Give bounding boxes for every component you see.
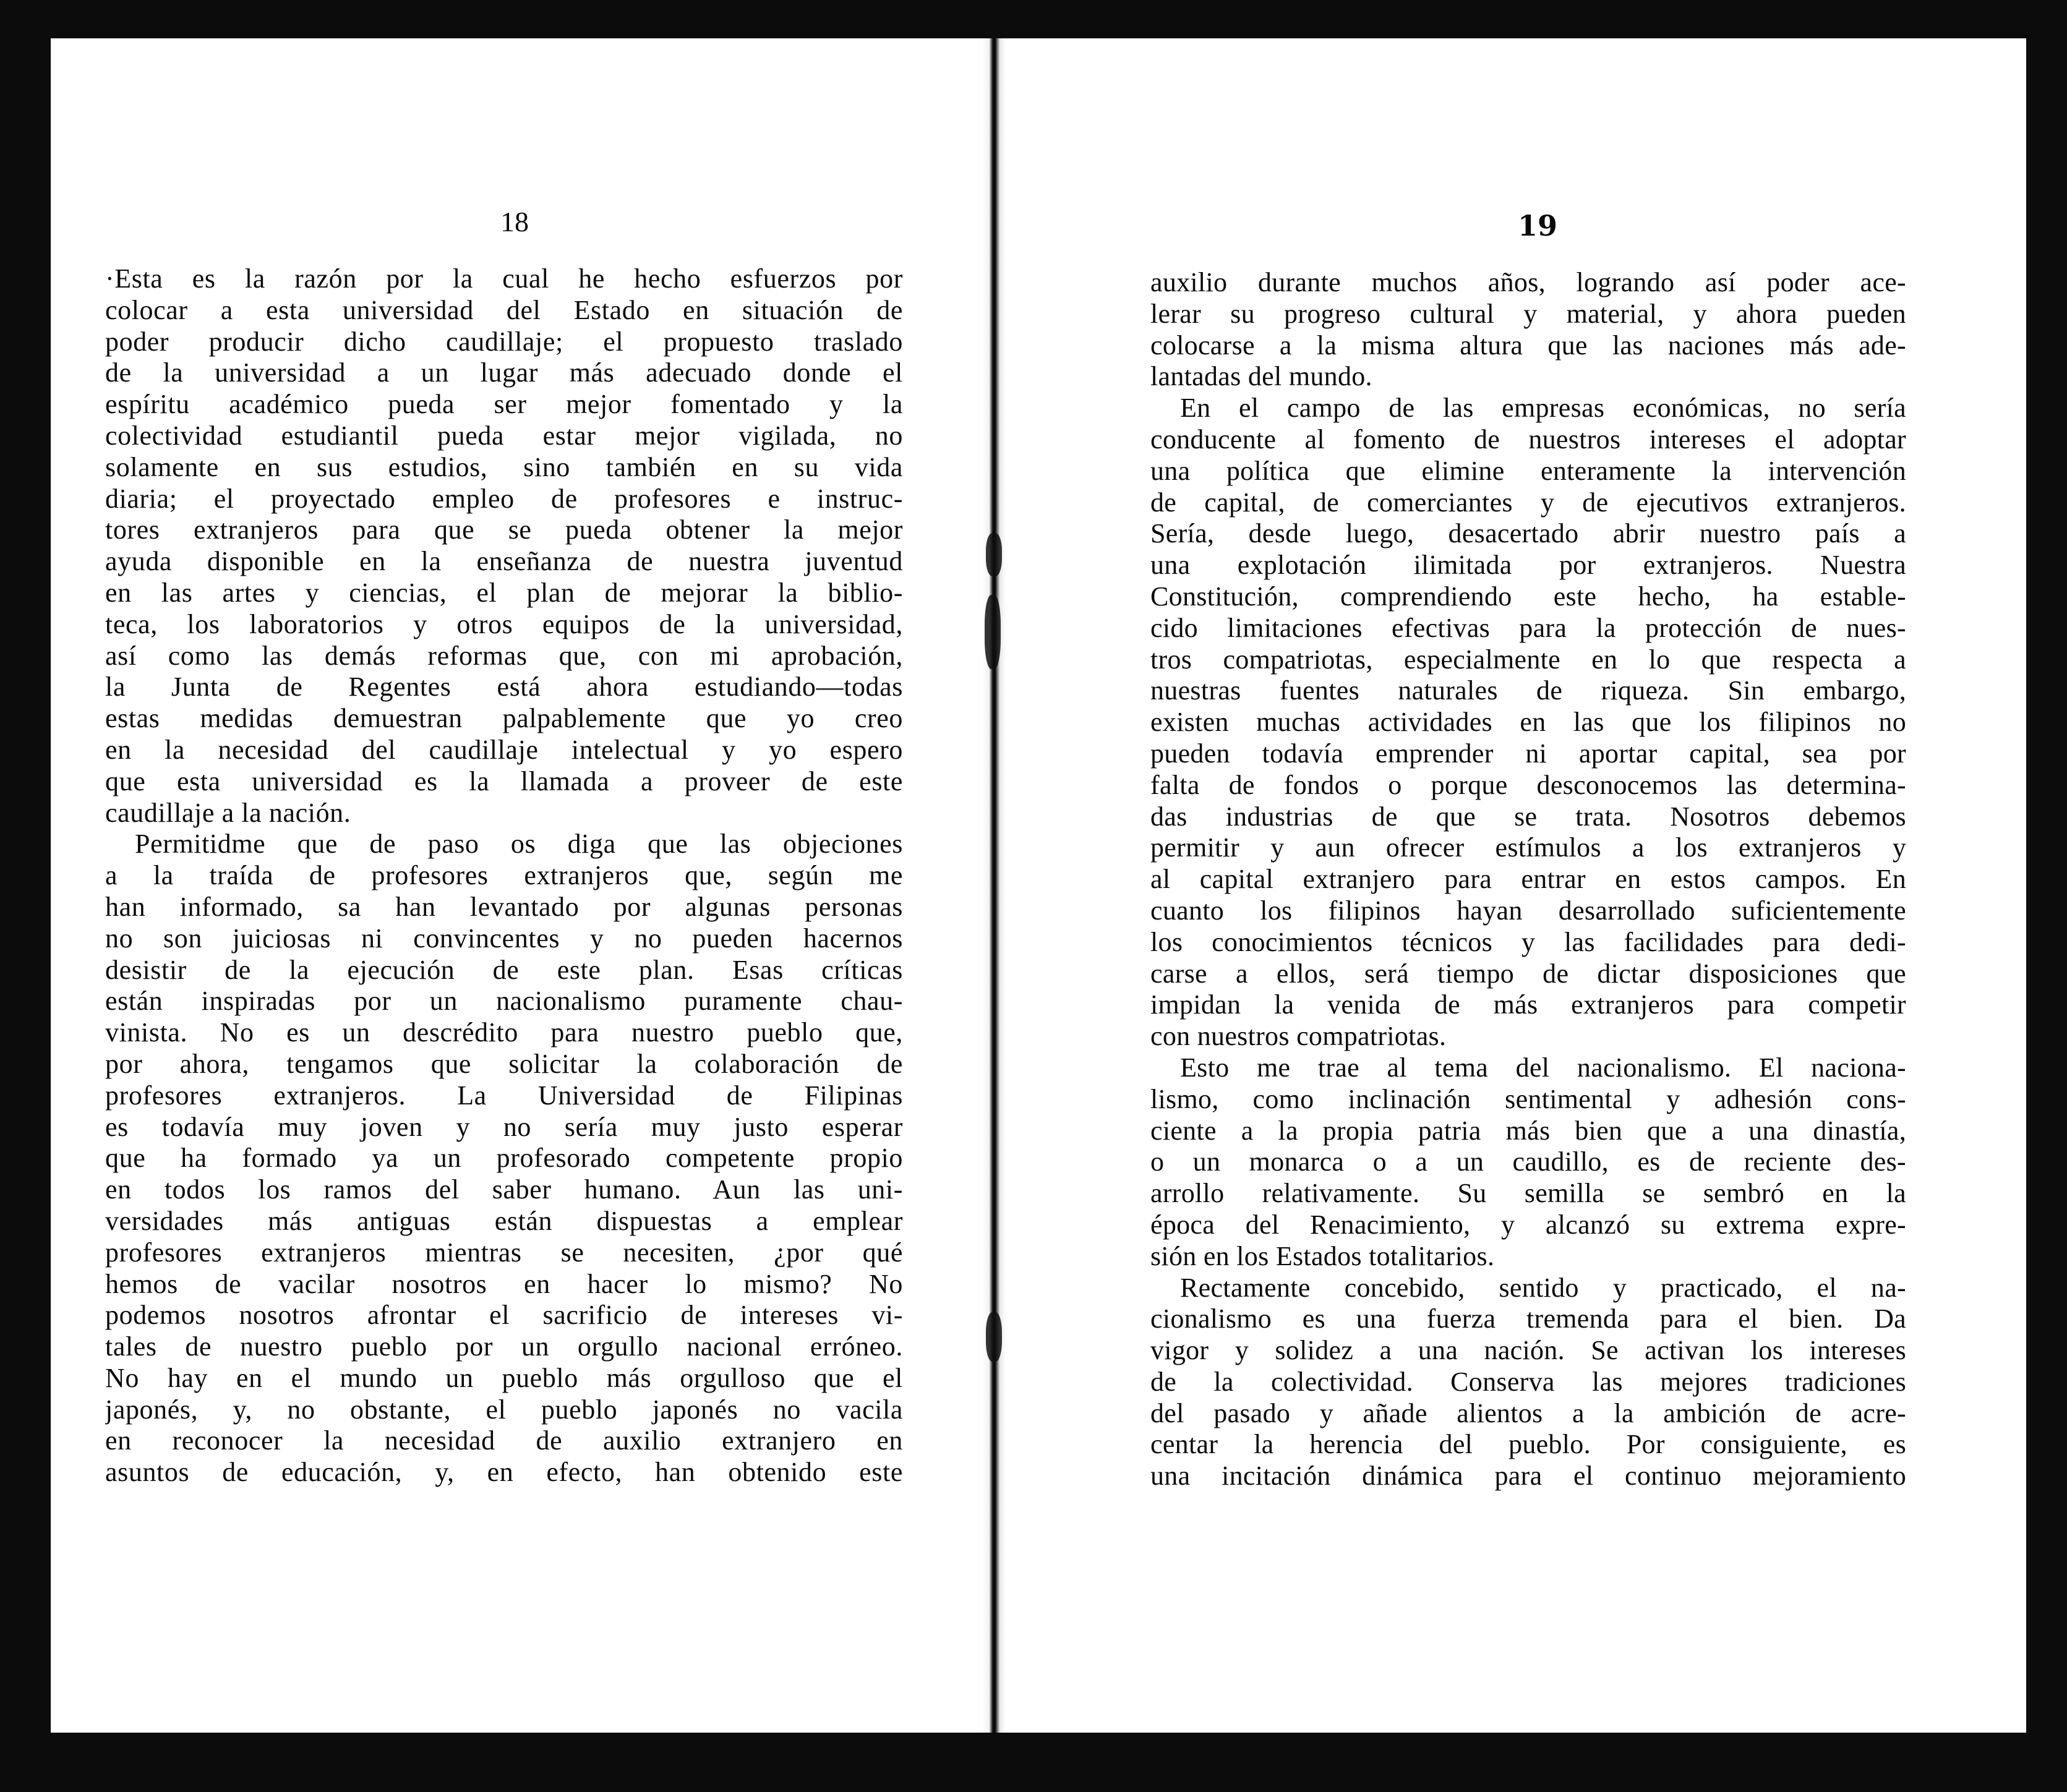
- gutter-stain: [986, 1312, 1002, 1362]
- text-line: una explotación ilimitada por extranjeros. Nuestra: [1150, 550, 1906, 581]
- text-line: así como las demás reformas que, con mi aprobación,: [105, 640, 903, 671]
- text-line: que esta universidad es la llamada a proveer de este: [105, 766, 903, 796]
- text-line: cido limitaciones efectivas para la protección de nues-: [1150, 612, 1906, 643]
- book-gutter: [982, 38, 1006, 1733]
- left-page: [51, 38, 982, 1733]
- text-line: están inspiradas por un nacionalismo puramente chau-: [105, 986, 903, 1017]
- text-line: por ahora, tengamos que solicitar la colaboración de: [105, 1048, 903, 1079]
- text-line: cionalismo es una fuerza tremenda para el bien. Da: [1150, 1303, 1906, 1334]
- text-line: vinista. No es un descrédito para nuestro pueblo que,: [105, 1017, 903, 1048]
- text-line: al capital extranjero para entrar en estos campos. En: [1150, 864, 1906, 895]
- text-line: colectividad estudiantil pueda estar mejor vigilada, no: [105, 420, 903, 451]
- text-line: diaria; el proyectado empleo de profesores e instruc-: [105, 483, 903, 514]
- text-line: cuanto los filipinos hayan desarrollado suficientemente: [1150, 895, 1906, 926]
- text-line: pueden todavía emprender ni aportar capital, sea por: [1150, 738, 1906, 769]
- text-line: una incitación dinámica para el continuo mejoramiento: [1150, 1461, 1906, 1491]
- text-line: vigor y solidez a una nación. Se activan los intereses: [1150, 1335, 1906, 1366]
- text-line: carse a ellos, será tiempo de dictar disposiciones que: [1150, 958, 1906, 989]
- left-page-body: [105, 263, 903, 1488]
- text-line: colocar a esta universidad del Estado en situación de: [105, 294, 903, 325]
- text-line: lerar su progreso cultural y material, y ahora pueden: [1150, 298, 1906, 329]
- text-line: colocarse a la misma altura que las naciones más ade-: [1150, 330, 1906, 361]
- text-line: tores extranjeros para que se pueda obtener la mejor: [105, 514, 903, 545]
- text-line: Esto me trae al tema del nacionalismo. El naciona-: [1180, 1052, 1906, 1083]
- text-line: la Junta de Regentes está ahora estudiando—todas: [105, 672, 903, 702]
- text-line: poder producir dicho caudillaje; el propuesto traslado: [105, 326, 903, 357]
- text-line: que ha formado ya un profesorado competente propio: [105, 1143, 903, 1174]
- text-line: permitir y aun ofrecer estímulos a los extranjeros y: [1150, 832, 1906, 863]
- text-line: conducente al fomento de nuestros intereses el adoptar: [1150, 424, 1906, 454]
- text-line: una política que elimine enteramente la intervención: [1150, 455, 1906, 486]
- text-line: en la necesidad del caudillaje intelectual y yo espero: [105, 734, 903, 765]
- text-line: de capital, de comerciantes y de ejecutivos extranjeros.: [1150, 487, 1906, 518]
- text-line: en todos los ramos del saber humano. Aun las uni-: [105, 1174, 903, 1205]
- gutter-stain: [985, 595, 1001, 669]
- text-line: impidan la venida de más extranjeros para competir: [1150, 989, 1906, 1020]
- text-line: versidades más antiguas están dispuestas a emplear: [105, 1205, 903, 1236]
- text-line: hemos de vacilar nosotros en hacer lo mismo? No: [105, 1268, 903, 1299]
- text-line: de la colectividad. Conserva las mejores tradiciones: [1150, 1366, 1906, 1397]
- text-line: sión en los Estados totalitarios.: [1150, 1240, 1495, 1271]
- text-line: a la traída de profesores extranjeros que, según me: [105, 860, 903, 891]
- text-line: del pasado y añade alientos a la ambición de acre-: [1150, 1397, 1906, 1428]
- text-line: espíritu académico pueda ser mejor fomentado y la: [105, 389, 903, 420]
- text-line: de la universidad a un lugar más adecuado donde el: [105, 357, 903, 388]
- right-page-number: 19: [1517, 209, 1557, 242]
- text-line: con nuestros compatriotas.: [1150, 1021, 1447, 1052]
- text-line: tros compatriotas, especialmente en lo que respecta a: [1150, 644, 1906, 675]
- text-line: asuntos de educación, y, en efecto, han obtenido este: [105, 1457, 903, 1488]
- text-line: existen muchas actividades en las que los filipinos no: [1150, 707, 1906, 738]
- text-line: No hay en el mundo un pueblo más orgulloso que el: [105, 1362, 903, 1393]
- text-line: lantadas del mundo.: [1150, 361, 1372, 392]
- text-line: auxilio durante muchos años, logrando así poder ace-: [1150, 267, 1906, 297]
- text-line: tales de nuestro pueblo por un orgullo nacional erróneo.: [105, 1331, 903, 1362]
- text-line: ciente a la propia patria más bien que a una dinastía,: [1150, 1115, 1906, 1146]
- text-line: estas medidas demuestran palpablemente que yo creo: [105, 703, 903, 734]
- text-line: lismo, como inclinación sentimental y adhesión cons-: [1150, 1083, 1906, 1114]
- text-line: ·Esta es la razón por la cual he hecho esfuerzos por: [105, 263, 903, 294]
- text-line: en las artes y ciencias, el plan de mejorar la biblio-: [105, 577, 903, 608]
- text-line: profesores extranjeros. La Universidad de Filipinas: [105, 1080, 903, 1111]
- text-line: desistir de la ejecución de este plan. Esas críticas: [105, 954, 903, 985]
- text-line: teca, los laboratorios y otros equipos de la universidad,: [105, 608, 903, 639]
- text-line: han informado, sa han levantado por algunas personas: [105, 891, 903, 922]
- text-line: no son juiciosas ni convincentes y no pueden hacernos: [105, 923, 903, 954]
- text-line: Permitidme que de paso os diga que las objeciones: [135, 829, 903, 860]
- text-line: época del Renacimiento, y alcanzó su extrema expre-: [1150, 1209, 1906, 1240]
- text-line: das industrias de que se trata. Nosotros debemos: [1150, 801, 1906, 832]
- text-line: falta de fondos o porque desconocemos las determina-: [1150, 769, 1906, 800]
- text-line: Sería, desde luego, desacertado abrir nuestro país a: [1150, 518, 1906, 549]
- text-line: solamente en sus estudios, sino también en su vida: [105, 451, 903, 482]
- left-page-number: 18: [500, 206, 529, 237]
- text-line: Rectamente concebido, sentido y practicado, el na-: [1180, 1272, 1906, 1303]
- text-line: centar la herencia del pueblo. Por consiguiente, es: [1150, 1429, 1906, 1460]
- text-line: arrollo relativamente. Su semilla se sembró en la: [1150, 1178, 1906, 1209]
- text-line: los conocimientos técnicos y las facilidades para dedi-: [1150, 926, 1906, 957]
- text-line: Constitución, comprendiendo este hecho, ha estable-: [1150, 581, 1906, 612]
- text-line: En el campo de las empresas económicas, no sería: [1180, 393, 1906, 424]
- text-line: ayuda disponible en la enseñanza de nuestra juventud: [105, 546, 903, 577]
- text-line: nuestras fuentes naturales de riqueza. Sin embargo,: [1150, 675, 1906, 706]
- text-line: en reconocer la necesidad de auxilio extranjero en: [105, 1425, 903, 1456]
- right-page: [1006, 38, 2026, 1733]
- text-line: podemos nosotros afrontar el sacrificio de intereses vi-: [105, 1300, 903, 1331]
- gutter-stain: [986, 533, 1002, 576]
- text-line: caudillaje a la nación.: [105, 797, 351, 828]
- text-line: japonés, y, no obstante, el pueblo japonés no vacila: [105, 1394, 903, 1425]
- text-line: es todavía muy joven y no sería muy justo esperar: [105, 1111, 903, 1142]
- right-page-body: [1150, 267, 1906, 1492]
- text-line: o un monarca o a un caudillo, es de reciente des-: [1150, 1146, 1906, 1177]
- text-line: profesores extranjeros mientras se necesiten, ¿por qué: [105, 1237, 903, 1268]
